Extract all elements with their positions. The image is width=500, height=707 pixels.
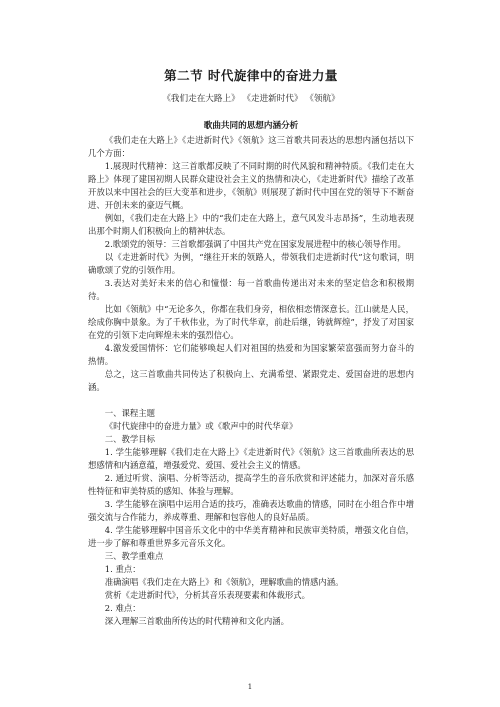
plan-heading-key-points: 三、教学重难点 (104, 551, 164, 561)
plan-difficulty-1: 深入理解三首歌曲所传达的时代精神和文化内涵。 (104, 616, 290, 626)
analysis-example-3: 比如《领航》中“无论多久，你都在我们身旁，相依相恋情深意长。江山就是人民，绘成你胸中景象。为了千秋伟业，为了时代华章，前赴后继，铸就辉煌”，抒发了对国家在党的引领下走向辉煌未来的强烈信心。 (88, 304, 414, 340)
analysis-point-2: 2.歌颂党的领导：三首歌都强调了中国共产党在国家发展进程中的核心领导作用。 (104, 239, 406, 249)
analysis-heading: 歌曲共同的思想内涵分析 (203, 121, 299, 131)
plan-heading-objectives: 二、教学目标 (104, 434, 156, 444)
analysis-point-1: 1.展现时代精神：这三首歌都反映了不同时期的时代风貌和精神特质。《我们走在大路上》体现了建国初期人民群众建设社会主义的热情和决心，《走进新时代》描绘了改革开放以来中国社会的巨大变革和进步，《领航》则展现了新时代中国在党的领导下不断奋进、开创未来的豪迈气概。 (88, 161, 414, 210)
plan-objective-4: 4. 学生能够理解中国音乐文化中的中华美育精神和民族审美特质，增强文化自信，进一步了解和尊重世界多元音乐文化。 (88, 525, 414, 548)
analysis-point-4: 4.激发爱国情怀：它们能够唤起人们对祖国的热爱和为国家繁荣富强而努力奋斗的热情。 (88, 343, 414, 366)
analysis-point-3: 3.表达对美好未来的信心和憧憬：每一首歌曲传递出对未来的坚定信念和积极期待。 (88, 278, 414, 301)
lesson-plan-section (88, 407, 414, 628)
page-title: 第二节 时代旋律中的奋进力量 (164, 68, 338, 83)
plan-objective-2: 2. 通过听赏、演唱、分析等活动，提高学生的音乐欣赏和评述能力，加深对音乐感性特征和审美特质的感知、体验与理解。 (88, 473, 414, 496)
page-content (88, 66, 414, 628)
plan-heading-theme: 一、课程主题 (104, 408, 156, 418)
plan-objective-1: 1. 学生能够理解《我们走在大路上》《走进新时代》《领航》这三首歌曲所表达的思想感情和内涵意蕴，增强爱党、爱国、爱社会主义的情感。 (88, 447, 414, 470)
plan-theme-text: 《时代旋律中的奋进力量》或《歌声中的时代华章》 (104, 421, 298, 431)
analysis-example-2: 以《走进新时代》为例，“继往开来的领路人，带领我们走进新时代”这句歌词，明确歌颂了党的引领作用。 (88, 252, 414, 275)
song-titles-subtitle: 《我们走在大路上》 《走进新时代》 《领航》 (162, 94, 340, 104)
plan-difficulty-label: 2. 难点： (104, 603, 141, 613)
plan-key-point-label: 1. 重点： (104, 564, 141, 574)
section-gap (88, 394, 414, 407)
plan-key-point-1: 准确演唱《我们走在大路上》和《领航》，理解歌曲的情感内涵。 (104, 577, 344, 587)
plan-objective-3: 3. 学生能够在演唱中运用合适的技巧，准确表达歌曲的情感，同时在小组合作中增强交流与合作能力，养成尊重、理解和包容他人的良好品质。 (88, 499, 414, 522)
analysis-example-1: 例如，《我们走在大路上》中的“我们走在大路上，意气风发斗志昂扬”，生动地表现出那个时期人们积极向上的精神状态。 (88, 213, 414, 236)
analysis-section (88, 134, 414, 394)
analysis-intro-paragraph: 《我们走在大路上》《走进新时代》《领航》这三首歌共同表达的思想内涵包括以下几个方面： (88, 135, 414, 158)
page-number: 1 (247, 683, 253, 691)
plan-key-point-2: 赏析《走进新时代》，分析其音乐表现要素和体裁形式。 (104, 590, 310, 600)
analysis-summary: 总之，这三首歌曲共同传达了积极向上、充满希望、紧跟党走、爱国奋进的思想内涵。 (88, 369, 414, 392)
